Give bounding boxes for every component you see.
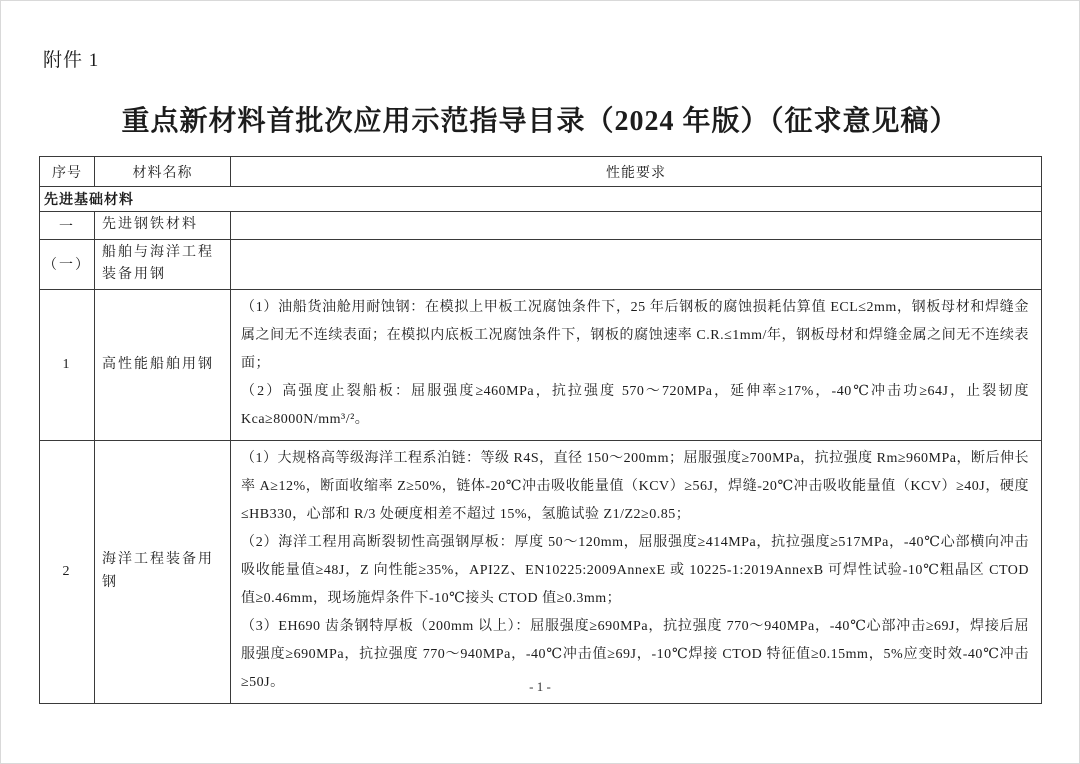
row-no: 一: [40, 212, 95, 240]
page-title: 重点新材料首批次应用示范指导目录（2024 年版）（征求意见稿）: [121, 106, 959, 137]
section-row-advanced-basic-materials: [40, 187, 1042, 212]
table-row: [40, 240, 1042, 290]
table-row: [40, 440, 1042, 703]
row-requirements: [231, 440, 1042, 703]
requirement-paragraph: （1）油船货油舱用耐蚀钢：在模拟上甲板工况腐蚀条件下，25 年后钢板的腐蚀损耗估算值 ECL≤2mm，钢板母材和焊缝金属之间无不连续表面；在模拟内底板工况腐蚀条件下，钢板的腐蚀速率 C.R.≤1mm/年，钢板母材和焊缝金属之间无不连续表面；: [241, 299, 1029, 371]
requirement-paragraph: （2）高强度止裂船板：屈服强度≥460MPa，抗拉强度 570～720MPa，延伸率≥17%，-40℃冲击功≥64J，止裂韧度 Kca≥8000N/mm³/²。: [241, 383, 1029, 427]
row-name: 高性能船舶用钢: [95, 289, 231, 440]
row-name: 海洋工程装备用钢: [95, 440, 231, 703]
attachment-label: 附件 1: [43, 50, 100, 71]
row-requirements: [231, 212, 1042, 240]
table-header-row: [40, 157, 1042, 187]
row-requirements: [231, 289, 1042, 440]
materials-catalog-table: [39, 156, 1042, 704]
requirement-paragraph: （2）海洋工程用高断裂韧性高强钢厚板：厚度 50～120mm，屈服强度≥414MPa，抗拉强度≥517MPa，-40℃心部横向冲击吸收能量值≥48J，Z 向性能≥35%，API2Z、EN10225:2009AnnexE 或 10225-1:2019AnnexB 可焊性试验-10℃粗晶区 CTOD 值≥0.46mm，现场施焊条件下-10℃接头 CTOD 值≥0.3mm；: [241, 534, 1029, 606]
requirement-paragraph: （3）EH690 齿条钢特厚板（200mm 以上）：屈服强度≥690MPa，抗拉强度 770～940MPa，-40℃心部冲击≥69J，焊接后屈服强度≥690MPa，抗拉强度 770～940MPa，-40℃冲击值≥69J，-10℃焊接 CTOD 特征值≥0.15mm，5%应变时效-40℃冲击≥50J。: [241, 618, 1029, 690]
requirement-paragraph: （1）大规格高等级海洋工程系泊链：等级 R4S，直径 150～200mm；屈服强度≥700MPa，抗拉强度 Rm≥960MPa，断后伸长率 A≥12%，断面收缩率 Z≥50%，链体-20℃冲击吸收能量值（KCV）≥56J，焊缝-20℃冲击吸收能量值（KCV）≥40J，硬度≤HB330，心部和 R/3 处硬度相差不超过 15%，氢脆试验 Z1/Z2≥0.85；: [241, 450, 1029, 522]
column-header-name: 材料名称: [95, 157, 231, 187]
row-no: 2: [40, 440, 95, 703]
table-row: [40, 212, 1042, 240]
row-no: 1: [40, 289, 95, 440]
page-number: - 1 -: [529, 679, 551, 694]
column-header-req: 性能要求: [231, 157, 1042, 187]
row-requirements: [231, 240, 1042, 290]
section-title: 先进基础材料: [40, 187, 1042, 212]
row-no: （一）: [40, 240, 95, 290]
row-name: 先进钢铁材料: [95, 212, 231, 240]
row-name: 船舶与海洋工程装备用钢: [95, 240, 231, 290]
column-header-no: 序号: [40, 157, 95, 187]
table-row: [40, 289, 1042, 440]
